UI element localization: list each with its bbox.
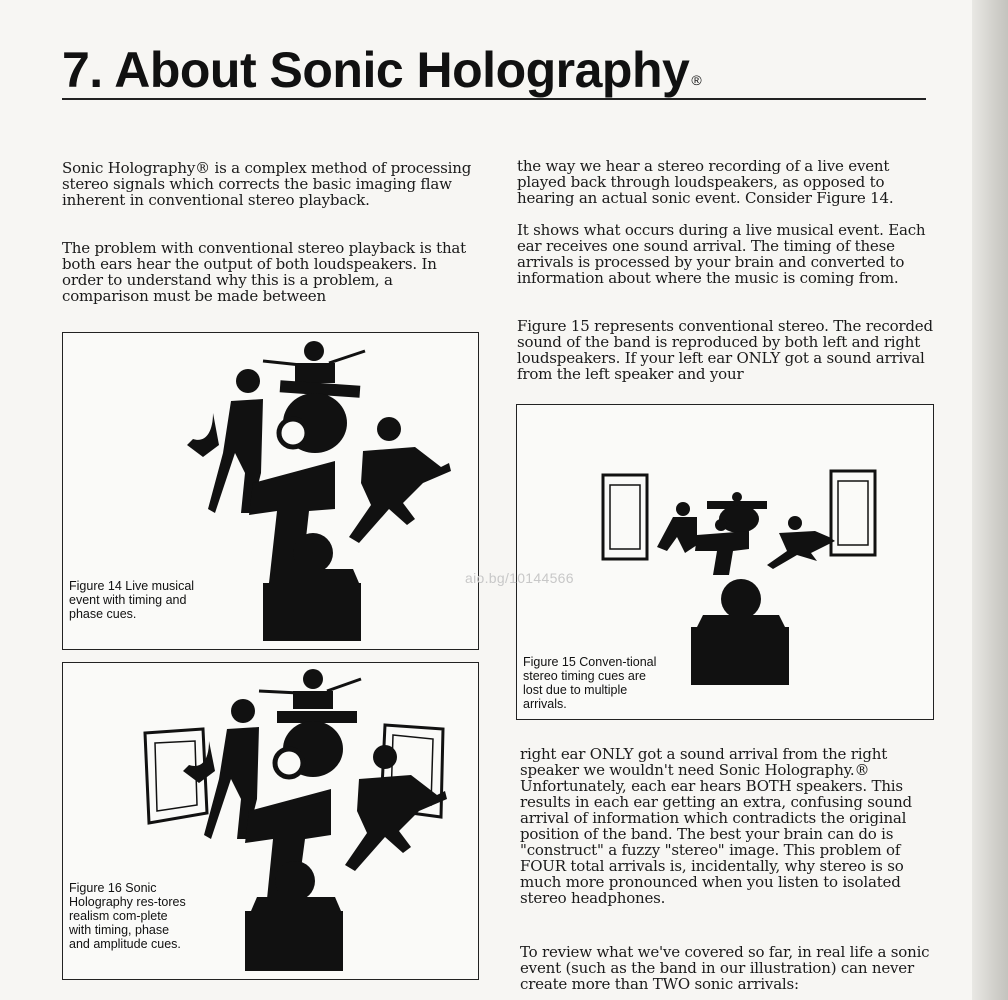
right-paragraph-2: It shows what occurs during a live musical event. Each ear receives one sound arrival. The timing of these arrivals is processed by your brain and converted to information about where the music is coming from. — [517, 221, 926, 287]
left-paragraph-2: The problem with conventional stereo playback is that both ears hear the output of both loudspeakers. In order to understand why this is a problem, a comparison must be made between — [62, 239, 466, 305]
figure-16 — [62, 662, 479, 980]
figure-15-caption: Figure 15 Conven-tional stereo timing cues are lost due to multiple arrivals. — [523, 655, 657, 711]
right-paragraph-1: the way we hear a stereo recording of a live event played back through loudspeakers, as opposed to hearing an actual sonic event. Consider Figure 14. — [517, 157, 894, 207]
page-title: 7. About Sonic Holography ® — [62, 42, 702, 98]
figure-14 — [62, 332, 479, 650]
right-paragraph-5: To review what we've covered so far, in real life a sonic event (such as the band in our illustration) can never create more than TWO sonic arrivals: — [520, 943, 930, 993]
watermark: aio.bg/10144566 — [465, 570, 574, 586]
page-edge-shadow — [972, 0, 1008, 1000]
figure-16-caption: Figure 16 Sonic Holography res-tores realism com-plete with timing, phase and amplitude cues. — [69, 881, 186, 951]
left-paragraph-1: Sonic Holography® is a complex method of processing stereo signals which corrects the basic imaging flaw inherent in conventional stereo playback. — [62, 159, 472, 209]
figure-14-caption: Figure 14 Live musical event with timing and phase cues. — [69, 579, 195, 621]
registered-mark: ® — [691, 72, 702, 88]
right-paragraph-3: Figure 15 represents conventional stereo. The recorded sound of the band is reproduced by both left and right loudspeakers. If your left ear ONLY got a sound arrival from the left speaker and your — [517, 317, 933, 383]
title-rule — [62, 98, 926, 100]
right-paragraph-4: right ear ONLY got a sound arrival from the right speaker we wouldn't need Sonic Holography.® Unfortunately, each ear hears BOTH speakers. This results in each ear getting an extra, confusing sound arrival of information which contradicts the original position of the band. The best your brain can do is "construct" a fuzzy "stereo" image. This problem of FOUR total arrivals is, incidentally, why stereo is so much more pronounced when you listen to isolated stereo headphones. — [520, 745, 912, 907]
figure-15 — [516, 404, 934, 720]
